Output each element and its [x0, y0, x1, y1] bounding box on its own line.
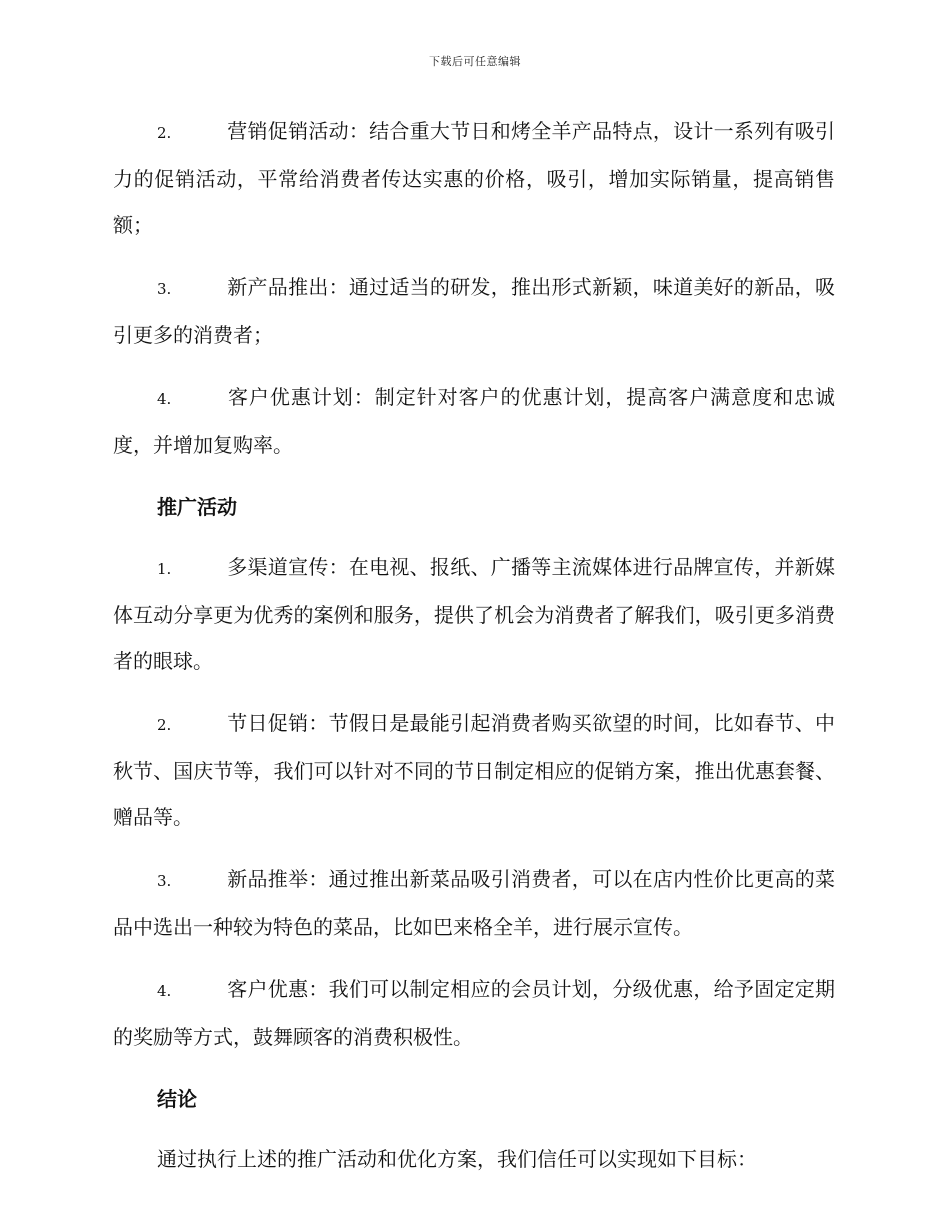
list-item-text: 客户优惠计划：制定针对客户的优惠计划，提高客户满意度和忠诚度，并增加复购率。: [113, 385, 835, 457]
list-item-number: 4.: [157, 982, 172, 1000]
list-item-number: 1.: [157, 560, 172, 578]
list-item-number: 2.: [157, 124, 172, 142]
list-item-text: 节日促销：节假日是最能引起消费者购买欲望的时间，比如春节、中秋节、国庆节等，我们可以针对不同的节日制定相应的促销方案，推出优惠套餐、赠品等。: [113, 711, 835, 829]
list-item-text: 多渠道宣传：在电视、报纸、广播等主流媒体进行品牌宣传，并新媒体互动分享更为优秀的案例和服务，提供了机会为消费者了解我们，吸引更多消费者的眼球。: [113, 555, 835, 673]
list-item-number: 4.: [157, 390, 172, 408]
list-item-number: 2.: [157, 716, 172, 734]
list-item: [113, 264, 835, 358]
list-item: [113, 374, 835, 468]
conclusion-paragraph: 通过执行上述的推广活动和优化方案，我们信任可以实现如下目标：: [157, 1147, 757, 1171]
document-body: [113, 108, 835, 1196]
list-item-number: 3.: [157, 872, 172, 890]
section-heading-promotion: 推广活动: [157, 495, 237, 519]
list-item: [113, 544, 835, 684]
list-item-text: 营销促销活动：结合重大节日和烤全羊产品特点，设计一系列有吸引力的促销活动，平常给消费者传达实惠的价格，吸引，增加实际销量，提高销售额；: [113, 119, 835, 237]
list-item: [113, 966, 835, 1060]
list-item-number: 3.: [157, 280, 172, 298]
list-item-text: 客户优惠：我们可以制定相应的会员计划，分级优惠，给予固定定期的奖励等方式，鼓舞顾客的消费积极性。: [113, 977, 835, 1049]
list-item: [113, 108, 835, 248]
list-item-text: 新品推举：通过推出新菜品吸引消费者，可以在店内性价比更高的菜品中选出一种较为特色的菜品，比如巴来格全羊，进行展示宣传。: [113, 867, 835, 939]
section-heading-conclusion: 结论: [157, 1087, 197, 1111]
list-item: [113, 856, 835, 950]
list-item-text: 新产品推出：通过适当的研发，推出形式新颖，味道美好的新品，吸引更多的消费者；: [113, 275, 835, 347]
list-item: [113, 700, 835, 840]
header-note: 下载后可任意编辑: [429, 55, 521, 68]
